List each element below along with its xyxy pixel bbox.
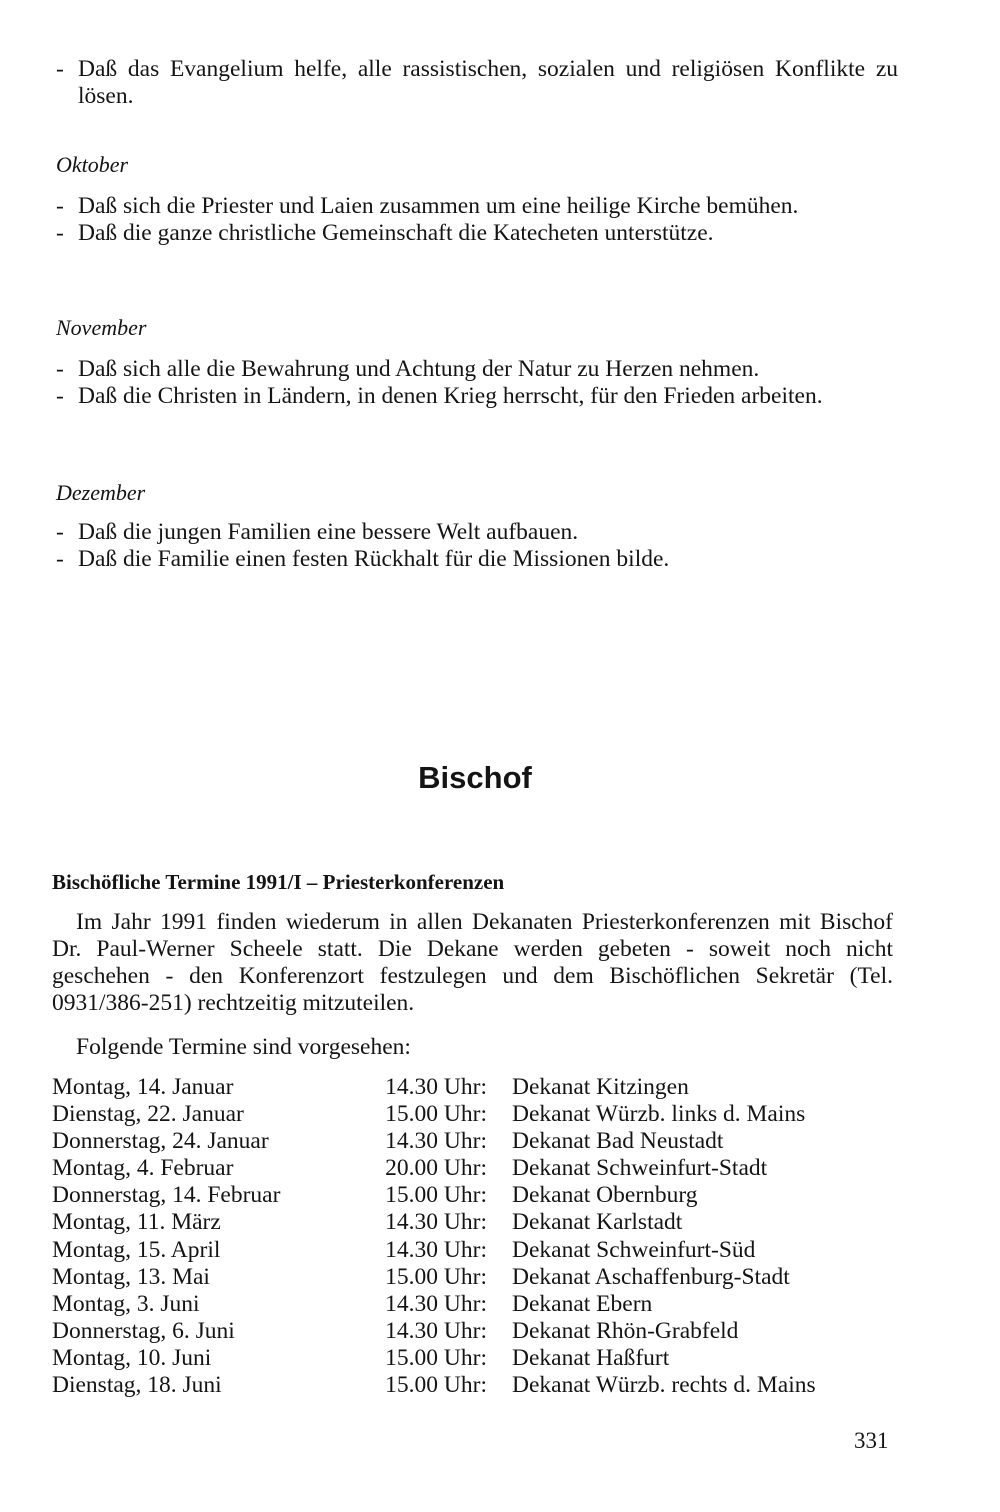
schedule-time: 15.00 Uhr: — [385, 1101, 487, 1128]
list-dash: - — [56, 519, 64, 545]
list-item-text: Daß die Familie einen festen Rückhalt für die Missionen bilde. — [78, 546, 670, 572]
schedule-place: Dekanat Ebern — [512, 1290, 653, 1317]
table-row — [52, 1372, 816, 1399]
subheading: Bischöfliche Termine 1991/I – Priesterkonferenzen — [52, 870, 505, 894]
schedule-time: 14.30 Uhr: — [385, 1209, 487, 1236]
schedule-place: Dekanat Obernburg — [512, 1182, 698, 1209]
schedule-place: Dekanat Karlstadt — [512, 1209, 683, 1236]
top-intention-list — [56, 56, 898, 110]
list-item — [56, 356, 898, 383]
oktober-intention-list — [56, 193, 898, 247]
table-row — [52, 1074, 816, 1101]
schedule-table — [52, 1074, 816, 1399]
list-dash: - — [56, 193, 64, 219]
schedule-date: Donnerstag, 14. Februar — [52, 1182, 281, 1209]
table-row — [52, 1128, 816, 1155]
table-row — [52, 1318, 816, 1345]
list-item-text: Daß das Evangelium helfe, alle rassistischen, sozialen und religiösen Konflikte zu lösen. — [78, 56, 898, 109]
table-row — [52, 1291, 816, 1318]
schedule-place: Dekanat Würzb. links d. Mains — [512, 1101, 806, 1128]
schedule-place: Dekanat Schweinfurt-Stadt — [512, 1155, 768, 1182]
intro-schedule-lead: Folgende Termine sind vorgesehen: — [76, 1034, 411, 1060]
schedule-date: Montag, 3. Juni — [52, 1290, 200, 1317]
schedule-date: Montag, 14. Januar — [52, 1074, 234, 1100]
table-row — [52, 1101, 816, 1128]
schedule-time: 20.00 Uhr: — [385, 1155, 487, 1182]
schedule-date: Dienstag, 22. Januar — [52, 1101, 244, 1128]
month-heading-november: November — [56, 315, 147, 340]
schedule-time: 14.30 Uhr: — [385, 1290, 487, 1317]
november-intention-list — [56, 356, 898, 410]
list-item — [56, 56, 898, 110]
schedule-time: 14.30 Uhr: — [385, 1074, 487, 1100]
dezember-intention-list — [56, 519, 898, 573]
month-heading-dezember: Dezember — [56, 480, 146, 505]
list-item — [56, 519, 898, 546]
list-dash: - — [56, 56, 64, 82]
schedule-date: Montag, 13. Mai — [52, 1263, 210, 1290]
schedule-place: Dekanat Würzb. rechts d. Mains — [512, 1372, 816, 1399]
schedule-time: 14.30 Uhr: — [385, 1317, 487, 1344]
schedule-place: Dekanat Bad Neustadt — [512, 1128, 724, 1155]
schedule-date: Donnerstag, 24. Januar — [52, 1128, 269, 1155]
schedule-time: 15.00 Uhr: — [385, 1344, 487, 1371]
intro-paragraph: Im Jahr 1991 finden wiederum in allen Dekanaten Priesterkonferenzen mit Bischof Dr. Paul-Werner Scheele statt. Die Dekane werden gebeten - soweit noch nicht geschehen - den Konferenzort festzulegen und dem Bischöflichen Sekretär (Tel. 0931/386-251) rechtzeitig mitzuteilen. — [52, 909, 893, 1016]
schedule-place: Dekanat Kitzingen — [512, 1074, 689, 1100]
schedule-time: 15.00 Uhr: — [385, 1372, 487, 1399]
table-row — [52, 1264, 816, 1291]
list-item — [56, 546, 898, 573]
schedule-date: Donnerstag, 6. Juni — [52, 1317, 235, 1344]
list-dash: - — [56, 356, 64, 382]
schedule-place: Dekanat Schweinfurt-Süd — [512, 1236, 756, 1263]
schedule-date: Montag, 10. Juni — [52, 1344, 212, 1371]
schedule-date: Montag, 4. Februar — [52, 1155, 234, 1182]
table-row — [52, 1345, 816, 1372]
section-title: Bischof — [418, 760, 532, 795]
list-item-text: Daß die jungen Familien eine bessere Welt aufbauen. — [78, 519, 579, 545]
schedule-place: Dekanat Haßfurt — [512, 1344, 670, 1371]
list-dash: - — [56, 383, 64, 409]
list-item-text: Daß sich alle die Bewahrung und Achtung der Natur zu Herzen nehmen. — [78, 356, 760, 382]
schedule-time: 14.30 Uhr: — [385, 1128, 487, 1155]
schedule-place: Dekanat Rhön-Grabfeld — [512, 1317, 739, 1344]
month-heading-oktober: Oktober — [56, 152, 129, 177]
table-row — [52, 1237, 816, 1264]
schedule-time: 14.30 Uhr: — [385, 1236, 487, 1263]
list-item — [56, 193, 898, 220]
schedule-place: Dekanat Aschaffenburg-Stadt — [512, 1263, 790, 1290]
list-dash: - — [56, 546, 64, 572]
page-number: 331 — [854, 1428, 889, 1453]
schedule-time: 15.00 Uhr: — [385, 1182, 487, 1209]
schedule-time: 15.00 Uhr: — [385, 1263, 487, 1290]
list-item — [56, 383, 898, 410]
list-item-text: Daß die ganze christliche Gemeinschaft die Katecheten unterstütze. — [78, 220, 714, 246]
table-row — [52, 1155, 816, 1182]
schedule-date: Montag, 11. März — [52, 1209, 221, 1236]
list-item — [56, 220, 898, 247]
list-item-text: Daß die Christen in Ländern, in denen Krieg herrscht, für den Frieden arbeiten. — [78, 383, 823, 409]
schedule-date: Montag, 15. April — [52, 1236, 221, 1263]
list-item-text: Daß sich die Priester und Laien zusammen um eine heilige Kirche bemühen. — [78, 193, 799, 219]
schedule-date: Dienstag, 18. Juni — [52, 1372, 222, 1399]
list-dash: - — [56, 220, 64, 246]
table-row — [52, 1182, 816, 1209]
table-row — [52, 1209, 816, 1236]
